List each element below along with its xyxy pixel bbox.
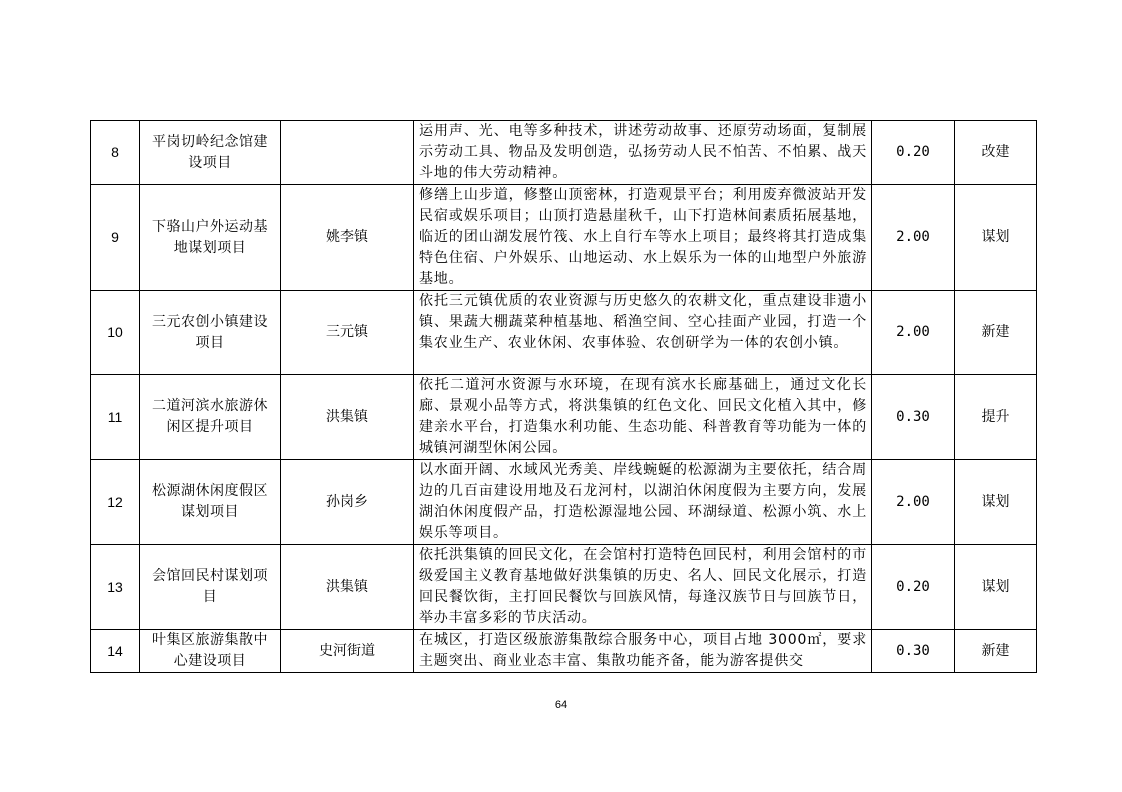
project-description: 运用声、光、电等多种技术，讲述劳动故事、还原劳动场面，复制展示劳动工具、物品及发明创造，弘扬劳动人民不怕苦、不怕累、战天斗地的伟大劳动精神。: [414, 121, 872, 185]
project-location: 洪集镇: [281, 545, 414, 630]
project-name: 二道河滨水旅游休闲区提升项目: [140, 375, 281, 460]
project-description: 依托二道河水资源与水环境，在现有滨水长廊基础上，通过文化长廊、景观小品等方式，将洪集镇的红色文化、回民文化植入其中，修建亲水平台，打造集水利功能、生态功能、科普教育等功能为一体的城镇河湖型休闲公园。: [414, 375, 872, 460]
table-row: [91, 630, 1037, 673]
table-row: [91, 375, 1037, 460]
project-location: 孙岗乡: [281, 460, 414, 545]
project-description: 依托三元镇优质的农业资源与历史悠久的农耕文化，重点建设非遗小镇、果蔬大棚蔬菜种植基地、稻渔空间、空心挂面产业园，打造一个集农业生产、农业休闲、农事体验、农创研学为一体的农创小镇。: [414, 291, 872, 375]
row-number: 10: [91, 291, 140, 375]
project-description: 修缮上山步道，修整山顶密林，打造观景平台；利用废弃微波站开发民宿或娱乐项目；山顶打造悬崖秋千，山下打造林间素质拓展基地，临近的团山湖发展竹筏、水上自行车等水上项目；最终将其打造成集特色住宿、户外娱乐、山地运动、水上娱乐为一体的山地型户外旅游基地。: [414, 185, 872, 291]
project-table: [90, 120, 1037, 673]
row-number: 12: [91, 460, 140, 545]
project-name: 平岗切岭纪念馆建设项目: [140, 121, 281, 185]
project-name: 叶集区旅游集散中心建设项目: [140, 630, 281, 673]
project-description: 依托洪集镇的回民文化，在会馆村打造特色回民村，利用会馆村的市级爱国主义教育基地做好洪集镇的历史、名人、回民文化展示，打造回民餐饮街，主打回民餐饮与回族风情，每逢汉族节日与回族节日，举办丰富多彩的节庆活动。: [414, 545, 872, 630]
project-location: [281, 121, 414, 185]
project-name: 下骆山户外运动基地谋划项目: [140, 185, 281, 291]
project-type: 新建: [955, 291, 1037, 375]
project-investment: 0.30: [872, 630, 955, 673]
project-type: 谋划: [955, 460, 1037, 545]
project-location: 姚李镇: [281, 185, 414, 291]
table-row: [91, 545, 1037, 630]
project-investment: 0.20: [872, 545, 955, 630]
page-number: 64: [554, 699, 568, 711]
table-row: [91, 291, 1037, 375]
project-investment: 2.00: [872, 291, 955, 375]
project-investment: 0.20: [872, 121, 955, 185]
project-location: 史河街道: [281, 630, 414, 673]
project-type: 新建: [955, 630, 1037, 673]
project-type: 谋划: [955, 545, 1037, 630]
project-name: 松源湖休闲度假区谋划项目: [140, 460, 281, 545]
project-location: 三元镇: [281, 291, 414, 375]
row-number: 9: [91, 185, 140, 291]
row-number: 11: [91, 375, 140, 460]
project-investment: 0.30: [872, 375, 955, 460]
project-type: 谋划: [955, 185, 1037, 291]
row-number: 13: [91, 545, 140, 630]
table-row: [91, 121, 1037, 185]
row-number: 14: [91, 630, 140, 673]
row-number: 8: [91, 121, 140, 185]
project-type: 改建: [955, 121, 1037, 185]
project-type: 提升: [955, 375, 1037, 460]
project-investment: 2.00: [872, 460, 955, 545]
project-description: 以水面开阔、水域风光秀美、岸线蜿蜒的松源湖为主要依托，结合周边的几百亩建设用地及石龙河村，以湖泊休闲度假为主要方向，发展湖泊休闲度假产品，打造松源湿地公园、环湖绿道、松源小筑、水上娱乐等项目。: [414, 460, 872, 545]
table-row: [91, 185, 1037, 291]
project-investment: 2.00: [872, 185, 955, 291]
project-name: 会馆回民村谋划项目: [140, 545, 281, 630]
table-row: [91, 460, 1037, 545]
project-location: 洪集镇: [281, 375, 414, 460]
project-description: 在城区，打造区级旅游集散综合服务中心，项目占地 3000㎡，要求主题突出、商业业态丰富、集散功能齐备，能为游客提供交: [414, 630, 872, 673]
project-name: 三元农创小镇建设项目: [140, 291, 281, 375]
